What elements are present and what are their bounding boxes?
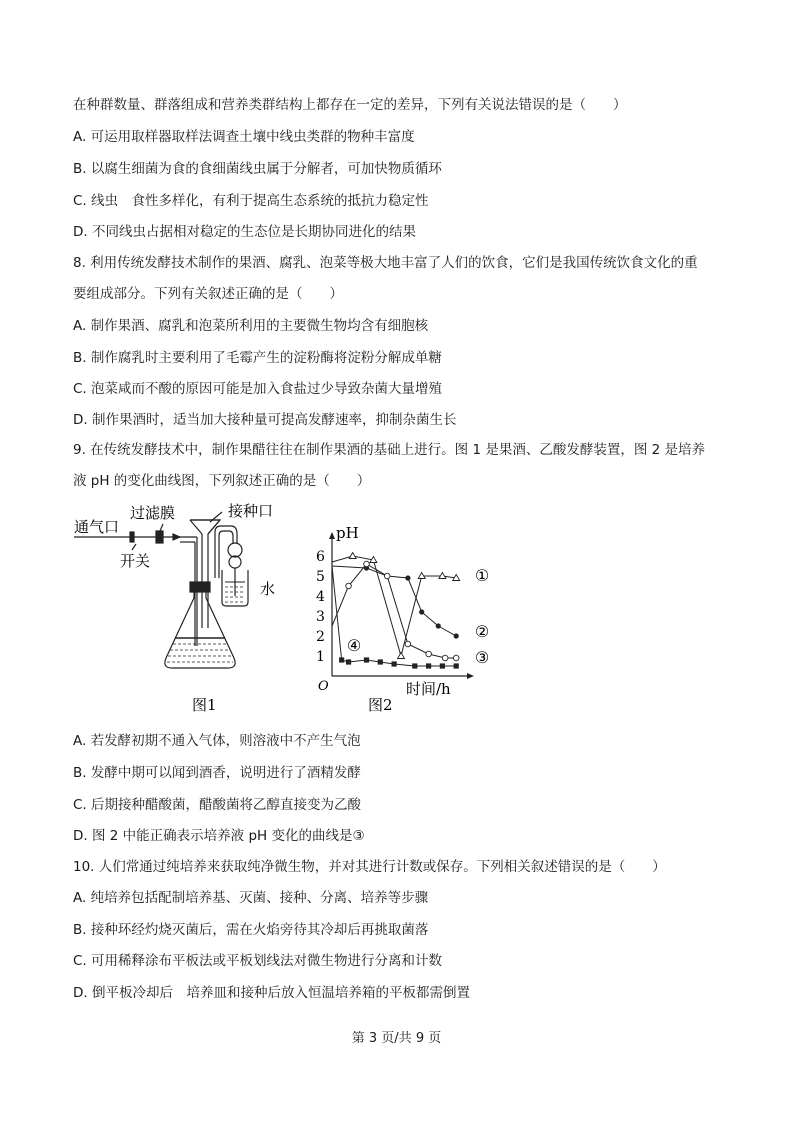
q7-option-b: B. 以腐生细菌为食的食细菌线虫属于分解者，可加快物质循环 xyxy=(73,161,442,177)
q8-option-c: C. 泡菜咸而不酸的原因可能是加入食盐过少导致杂菌大量增殖 xyxy=(73,381,443,397)
data-point xyxy=(398,653,405,659)
y-axis-label: pH xyxy=(336,524,359,542)
q9-stem-line1: 9. 在传统发酵技术中，制作果醋往往在制作果酒的基础上进行。图 1 是果酒、乙酸发酵装置，图 2 是培养 xyxy=(73,442,706,458)
question-7-intro: 在种群数量、群落组成和营养类群结构上都存在一定的差异，下列有关说法错误的是（ ） xyxy=(73,97,627,113)
q10-option-b: B. 接种环经灼烧灭菌后，需在火焰旁待其冷却后再挑取菌落 xyxy=(73,922,429,938)
data-point xyxy=(453,655,459,661)
data-point xyxy=(440,663,445,668)
x-axis-arrow xyxy=(467,673,474,679)
data-point xyxy=(346,583,352,589)
figure1-caption: 图1 xyxy=(192,696,217,714)
q7-option-c: C. 线虫 食性多样化，有利于提高生态系统的抵抗力稳定性 xyxy=(73,193,429,209)
data-point xyxy=(378,659,383,664)
y-tick-label: 3 xyxy=(316,609,325,625)
data-point xyxy=(426,651,432,657)
series-label: ④ xyxy=(346,636,362,655)
data-point xyxy=(364,657,369,662)
data-point xyxy=(412,663,417,668)
filter-block xyxy=(156,531,163,543)
q10-option-c: C. 可用稀释涂布平板法或平板划线法对微生物进行分离和计数 xyxy=(73,953,443,969)
switch-mark xyxy=(130,532,134,542)
data-point xyxy=(436,623,441,628)
q8-stem-line2: 要组成部分。下列有关叙述正确的是（ ） xyxy=(73,286,343,302)
q8-option-a: A. 制作果酒、腐乳和泡菜所利用的主要微生物均含有细胞核 xyxy=(73,318,429,334)
y-tick-label: 6 xyxy=(316,549,325,565)
switch-label: 开关 xyxy=(120,552,151,570)
y-tick-label: 4 xyxy=(316,589,325,605)
origin-label: O xyxy=(318,679,329,694)
q9-option-c: C. 后期接种醋酸菌，醋酸菌将乙醇直接变为乙酸 xyxy=(73,797,362,813)
bulb-right xyxy=(229,556,241,568)
x-axis-label: 时间/h xyxy=(406,680,451,698)
figure2-caption: 图2 xyxy=(368,696,393,714)
y-axis-arrow xyxy=(329,532,335,539)
data-point xyxy=(454,663,459,668)
q7-option-a: A. 可运用取样器取样法调查土壤中线虫类群的物种丰富度 xyxy=(73,129,415,145)
data-point xyxy=(405,641,411,647)
q10-stem: 10. 人们常通过纯培养来获取纯净微生物，并对其进行计数或保存。下列相关叙述错误的是（ ） xyxy=(73,859,666,875)
data-point xyxy=(346,659,351,664)
data-point xyxy=(349,553,356,559)
q8-option-d: D. 制作果酒时，适当加大接种量可提高发酵速率，抑制杂菌生长 xyxy=(73,412,457,428)
y-tick-label: 5 xyxy=(316,569,325,585)
bulb-left xyxy=(228,543,242,557)
q10-option-a: A. 纯培养包括配制培养基、灭菌、接种、分离、培养等步骤 xyxy=(73,890,429,906)
figure2-ph-chart xyxy=(316,524,489,698)
page-footer: 第 3 页/共 9 页 xyxy=(351,1031,442,1046)
q7-option-d: D. 不同线虫占据相对稳定的生态位是长期协同进化的结果 xyxy=(73,224,416,240)
q8-stem-line1: 8. 利用传统发酵技术制作的果酒、腐乳、泡菜等极大地丰富了人们的饮食，它们是我国传统饮食文化的重 xyxy=(73,255,698,271)
data-point xyxy=(426,663,431,668)
series-label: ③ xyxy=(474,648,490,667)
data-point xyxy=(384,573,390,579)
filter-label: 过滤膜 xyxy=(130,504,176,522)
series-label: ① xyxy=(474,566,490,585)
q9-stem-line2: 液 pH 的变化曲线图，下列叙述正确的是（ ） xyxy=(73,473,371,489)
q10-option-d: D. 倒平板冷却后 培养皿和接种后放入恒温培养箱的平板都需倒置 xyxy=(73,985,470,1001)
data-point xyxy=(419,609,424,614)
inlet-label: 通气口 xyxy=(74,518,120,536)
inlet-arrowhead xyxy=(173,534,180,540)
y-tick-label: 2 xyxy=(316,629,325,645)
data-point xyxy=(364,561,370,567)
q9-figures xyxy=(70,498,490,718)
q8-option-b: B. 制作腐乳时主要利用了毛霉产生的淀粉酶将淀粉分解成单糖 xyxy=(73,350,442,366)
q9-option-b: B. 发酵中期可以闻到酒香，说明进行了酒精发酵 xyxy=(73,765,361,781)
y-tick-label: 1 xyxy=(316,649,325,665)
port-label: 接种口 xyxy=(228,502,274,520)
water-label: 水 xyxy=(260,580,276,598)
data-point xyxy=(405,575,410,580)
data-point xyxy=(392,661,397,666)
data-point xyxy=(339,657,344,662)
series-label: ② xyxy=(474,622,490,641)
q9-option-d: D. 图 2 中能正确表示培养液 pH 变化的曲线是③ xyxy=(73,828,365,844)
data-point xyxy=(442,655,448,661)
q9-option-a: A. 若发酵初期不通入气体，则溶液中不产生气泡 xyxy=(73,733,361,749)
data-point xyxy=(454,633,459,638)
flask-stopper xyxy=(190,582,210,592)
